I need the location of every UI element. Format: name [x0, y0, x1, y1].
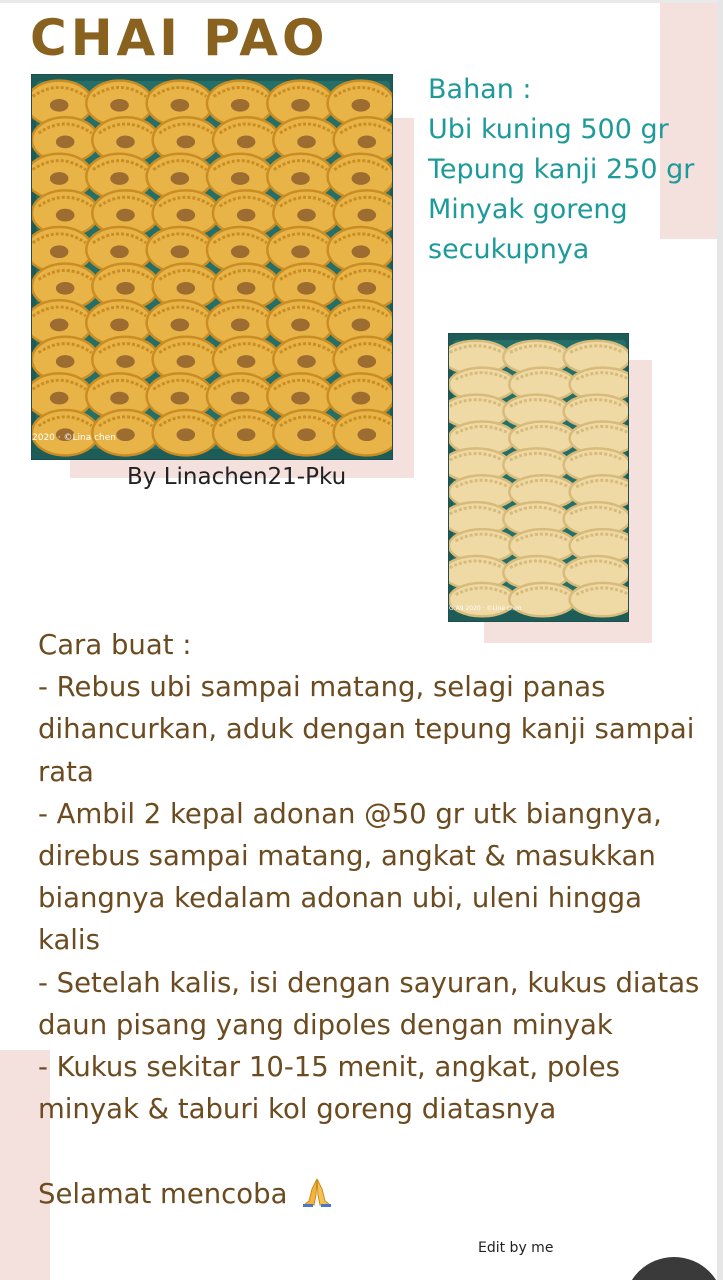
step-line: - Setelah kalis, isi dengan sayuran, kukus diatas: [38, 966, 700, 999]
ingredients-section: [428, 70, 694, 270]
step-line: biangnya kedalam adonan ubi, uleni hingga: [38, 882, 642, 915]
main-photo-watermark: 2020 · ©Lina chen: [32, 433, 116, 443]
step-line: dihancurkan, aduk dengan tepung kanji sampai: [38, 713, 695, 746]
steps-spacer: [38, 1130, 718, 1172]
main-photo: [31, 74, 393, 460]
step-line: - Ambil 2 kepal adonan @50 gr utk biangnya,: [38, 797, 662, 830]
ingredient-item: secukupnya: [428, 234, 590, 265]
author-byline: By Linachen21-Pku: [127, 464, 347, 490]
top-border: [0, 0, 723, 3]
step-line: - Rebus ubi sampai matang, selagi panas: [38, 671, 606, 704]
ingredient-item: Ubi kuning 500 gr: [428, 114, 669, 145]
steps-section: [38, 624, 718, 1219]
step-line: kalis: [38, 924, 100, 957]
praying-hands-icon: [300, 1177, 334, 1219]
edit-note: Edit by me: [478, 1240, 554, 1256]
side-photo: [448, 333, 629, 622]
steps-heading: Cara buat :: [38, 629, 192, 661]
step-line: minyak & taburi kol goreng diatasnya: [38, 1093, 557, 1126]
ingredient-item: Tepung kanji 250 gr: [428, 154, 695, 185]
raw-dumplings-image: [449, 334, 629, 622]
side-photo-watermark: O A9 2020 · ©Line chen: [449, 605, 522, 612]
step-line: - Kukus sekitar 10-15 menit, angkat, poles: [38, 1051, 620, 1084]
fried-dumplings-image: [32, 75, 393, 460]
ingredients-heading: Bahan :: [428, 74, 532, 105]
step-line: daun pisang yang dipoles dengan minyak: [38, 1008, 613, 1041]
ingredient-item: Minyak goreng: [428, 194, 628, 225]
step-line: direbus sampai matang, angkat & masukkan: [38, 840, 656, 873]
recipe-title: CHAI PAO: [30, 9, 329, 67]
closing-text: Selamat mencoba: [38, 1177, 288, 1210]
closing-line: [38, 1173, 718, 1219]
floating-action-button[interactable]: [624, 1257, 723, 1280]
step-line: rata: [38, 755, 94, 788]
